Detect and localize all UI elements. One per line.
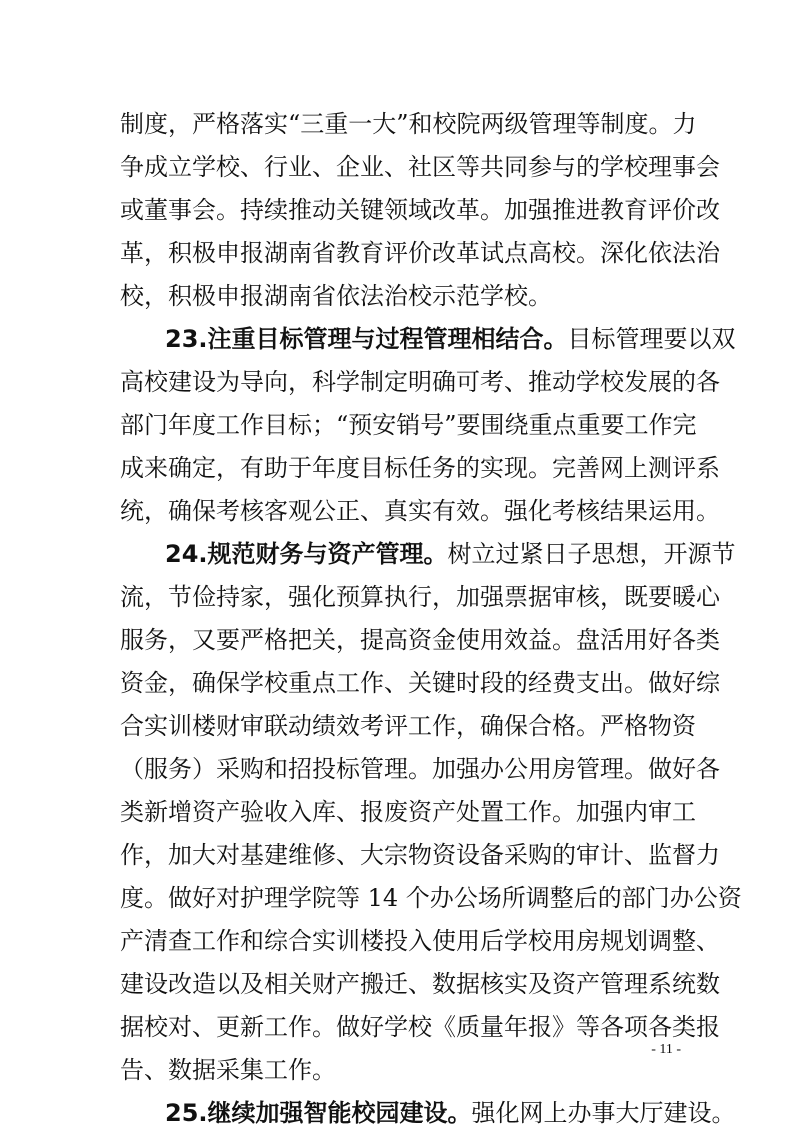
text-line: 流，节俭持家，强化预算执行，加强票据审核，既要暖心	[120, 583, 720, 611]
text-line: （服务）采购和招投标管理。加强办公用房管理。做好各	[120, 755, 720, 783]
text-line: 高校建设为导向，科学制定明确可考、推动学校发展的各	[120, 368, 720, 396]
text-span: 树立过紧日子思想，开源节	[447, 540, 736, 568]
section-24-line	[165, 534, 736, 574]
text-line: 或董事会。持续推动关键领域改革。加强推进教育评价改	[120, 196, 720, 224]
text-line: 建设改造以及相关财产搬迁、数据核实及资产管理系统数	[120, 970, 720, 998]
text-line: 合实训楼财审联动绩效考评工作，确保合格。严格物资	[120, 712, 696, 740]
text-line: 部门年度工作目标；“预安销号”要围绕重点重要工作完	[120, 411, 697, 439]
text-line: 统，确保考核客观公正、真实有效。强化考核结果运用。	[120, 497, 720, 525]
text-line: 类新增资产验收入库、报废资产处置工作。加强内审工	[120, 798, 696, 826]
section-heading-25: 25.继续加强智能校园建设。	[165, 1099, 472, 1127]
section-25-line	[165, 1093, 736, 1133]
text-line: 制度，严格落实“三重一大”和校院两级管理等制度。力	[120, 110, 697, 138]
section-23-line	[165, 319, 736, 359]
text-line: 资金，确保学校重点工作、关键时段的经费支出。做好综	[120, 669, 720, 697]
text-line: 校，积极申报湖南省依法治校示范学校。	[120, 282, 552, 310]
section-heading-23: 23.注重目标管理与过程管理相结合。	[165, 325, 568, 353]
text-span: 目标管理要以双	[567, 325, 736, 353]
text-line: 度。做好对护理学院等 14 个办公场所调整后的部门办公资	[120, 884, 742, 912]
page-number: - 11 -	[651, 1042, 681, 1057]
text-line: 据校对、更新工作。做好学校《质量年报》等各项各类报	[120, 1013, 720, 1041]
text-line: 服务，又要严格把关，提高资金使用效益。盘活用好各类	[120, 626, 720, 654]
text-line: 成来确定，有助于年度目标任务的实现。完善网上测评系	[120, 454, 720, 482]
text-line: 告、数据采集工作。	[120, 1056, 336, 1084]
text-line: 争成立学校、行业、企业、社区等共同参与的学校理事会	[120, 153, 720, 181]
section-heading-24: 24.规范财务与资产管理。	[165, 540, 448, 568]
text-line: 作，加大对基建维修、大宗物资设备采购的审计、监督力	[120, 841, 720, 869]
text-span: 强化网上办事大厅建设。	[471, 1099, 736, 1127]
text-line: 革，积极申报湖南省教育评价改革试点高校。深化依法治	[120, 239, 720, 267]
text-line: 产清查工作和综合实训楼投入使用后学校用房规划调整、	[120, 927, 720, 955]
